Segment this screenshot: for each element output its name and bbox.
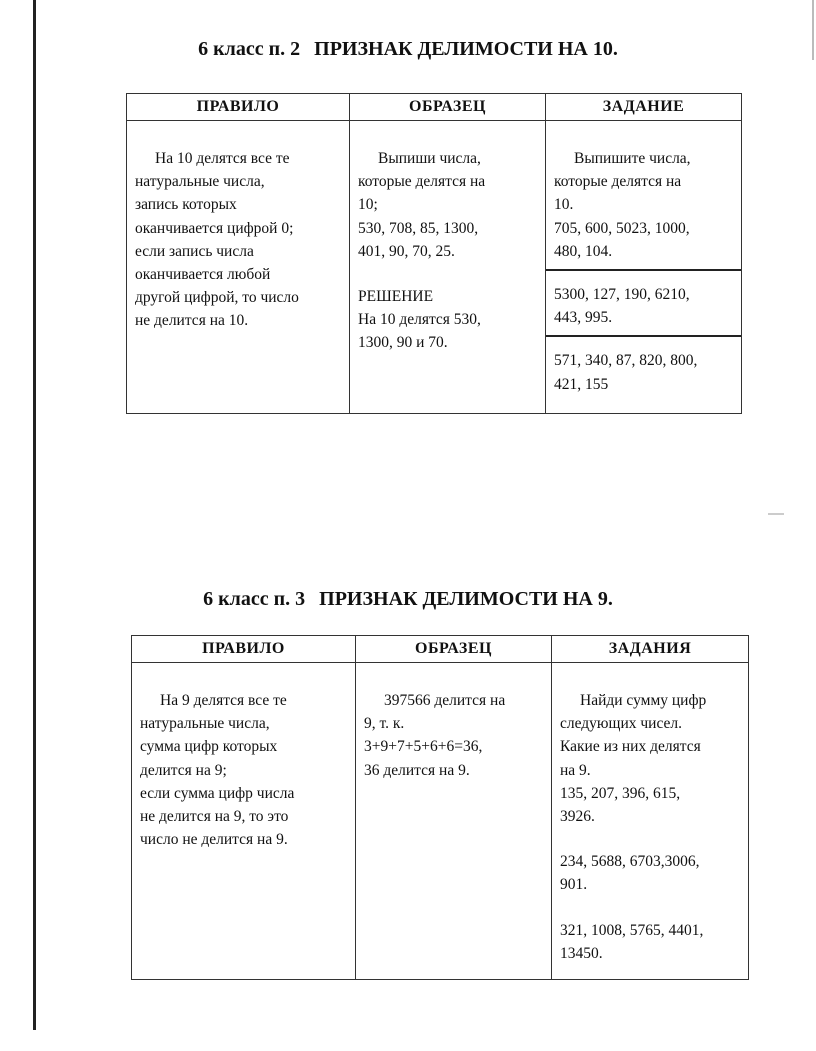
section2-sample-cell <box>356 663 552 980</box>
task-line: 3926. <box>560 808 595 826</box>
rule-line: делится на 9; <box>140 761 227 779</box>
section1-header-task: ЗАДАНИЕ <box>546 94 742 121</box>
rule-line: оканчивается любой <box>135 266 271 284</box>
task-line: 480, 104. <box>554 242 613 260</box>
section1-heading <box>0 38 816 61</box>
section1-table <box>126 93 742 414</box>
task-line: Найди сумму цифр <box>580 692 707 709</box>
section1-body-row <box>127 121 742 414</box>
rule-line: не делится на 9, то это <box>140 808 289 826</box>
section2-task-cell <box>552 663 749 980</box>
rule-line: число не делится на 9. <box>140 831 288 849</box>
task-line: 234, 5688, 6703,3006, <box>560 853 700 871</box>
rule-line: если сумма цифр числа <box>140 784 295 802</box>
task-line: 5300, 127, 190, 6210, <box>554 286 690 304</box>
section2-heading <box>0 588 816 611</box>
rule-line: другой цифрой, то число <box>135 289 299 307</box>
task-line: 571, 340, 87, 820, 800, <box>554 352 698 370</box>
sample-line: Выпиши числа, <box>378 150 481 167</box>
rule-line: натуральные числа, <box>140 715 270 733</box>
sample-line: 397566 делится на <box>384 692 506 709</box>
section2-rule-cell <box>132 663 356 980</box>
sample-line: 9, т. к. <box>364 715 405 733</box>
section2-header-row <box>132 636 749 663</box>
section1-grade: 6 класс п. 2 <box>198 38 301 60</box>
section1-rule-cell <box>127 121 350 414</box>
rule-line: не делится на 10. <box>135 312 249 330</box>
task-line: 901. <box>560 876 588 894</box>
task-line: которые делятся на <box>554 173 682 191</box>
rule-line: сумма цифр которых <box>140 738 278 756</box>
section2-title: ПРИЗНАК ДЕЛИМОСТИ НА 9. <box>319 588 613 610</box>
task-line: на 9. <box>560 761 591 779</box>
task-line: 13450. <box>560 944 603 962</box>
task-line: Какие из них делятся <box>560 738 701 756</box>
section1-sample-cell <box>350 121 546 414</box>
sample-line: 36 делится на 9. <box>364 761 470 779</box>
section1-header-sample: ОБРАЗЕЦ <box>350 94 546 121</box>
scan-left-edge <box>33 0 36 1030</box>
rule-line: если запись числа <box>135 242 254 260</box>
section2-header-task: ЗАДАНИЯ <box>552 636 749 663</box>
task-line: 443, 995. <box>554 309 613 327</box>
rule-line: На 9 делятся все те <box>160 692 287 709</box>
sample-line: 10; <box>358 196 378 214</box>
rule-line: запись которых <box>135 196 237 214</box>
rule-line: натуральные числа, <box>135 173 265 191</box>
solution-label: РЕШЕНИЕ <box>358 288 434 306</box>
task-divider <box>546 269 741 271</box>
task-line: 135, 207, 396, 615, <box>560 784 681 802</box>
section1-title: ПРИЗНАК ДЕЛИМОСТИ НА 10. <box>314 38 618 60</box>
section2-grade: 6 класс п. 3 <box>203 588 306 610</box>
sample-line: 530, 708, 85, 1300, <box>358 219 479 237</box>
task-line: следующих чисел. <box>560 715 683 733</box>
solution-line: 1300, 90 и 70. <box>358 334 448 352</box>
section1-header-row <box>127 94 742 121</box>
rule-line: На 10 делятся все те <box>155 150 290 167</box>
sample-line: которые делятся на <box>358 173 486 191</box>
task-line: 705, 600, 5023, 1000, <box>554 219 690 237</box>
section2-header-rule: ПРАВИЛО <box>132 636 356 663</box>
rule-line: оканчивается цифрой 0; <box>135 219 294 237</box>
task-divider <box>546 335 741 337</box>
section2-header-sample: ОБРАЗЕЦ <box>356 636 552 663</box>
task-line: Выпишите числа, <box>574 150 691 167</box>
section1-task-cell <box>546 121 742 414</box>
section2-table <box>131 635 749 980</box>
task-line: 10. <box>554 196 574 214</box>
scan-artifact <box>768 513 784 515</box>
sample-line: 401, 90, 70, 25. <box>358 242 455 260</box>
solution-line: На 10 делятся 530, <box>358 311 481 329</box>
sample-line: 3+9+7+5+6+6=36, <box>364 738 483 756</box>
task-line: 321, 1008, 5765, 4401, <box>560 921 704 939</box>
section1-header-rule: ПРАВИЛО <box>127 94 350 121</box>
section2-body-row <box>132 663 749 980</box>
task-line: 421, 155 <box>554 375 609 393</box>
